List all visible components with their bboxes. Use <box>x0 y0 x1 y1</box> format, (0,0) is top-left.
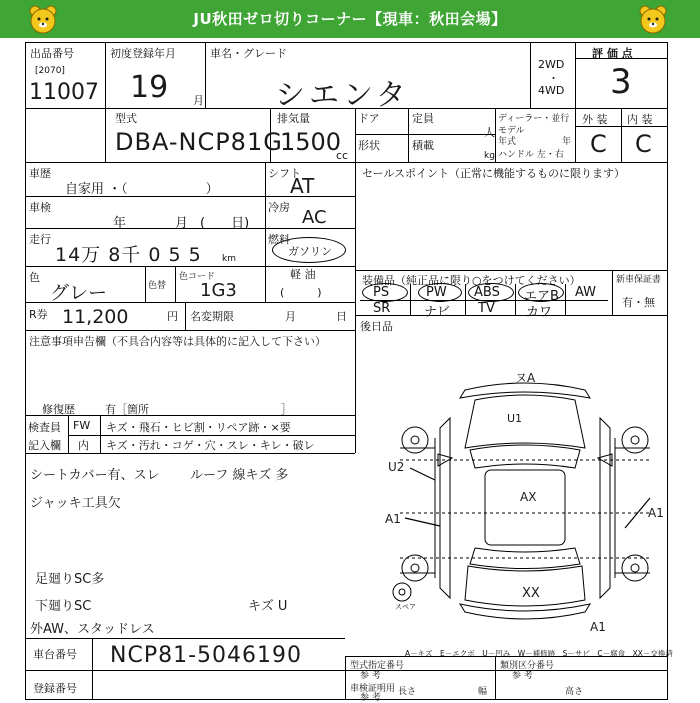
reg-label: 初度登録年月 <box>110 47 176 60</box>
warranty-label: 新車保証書 <box>616 275 662 285</box>
handle-label: ハンドル 左・右 <box>498 150 564 160</box>
damage-mark-rear: XX <box>522 586 540 601</box>
width-label: 幅 <box>478 687 488 697</box>
capacity-unit: 人 <box>484 126 495 139</box>
ac-value: AC <box>302 207 327 228</box>
model-year-unit: 年 <box>562 137 572 147</box>
color-value: グレー <box>50 282 108 304</box>
int-label: 内 装 <box>627 113 653 126</box>
remark-left-3: 足廻りSC多 <box>35 572 105 587</box>
color-code-label: 色コード <box>179 272 216 282</box>
remark-right-2: キズ U <box>248 599 288 614</box>
equipment-label: 装備品（純正品に限り○をつけてください） <box>362 274 581 287</box>
damage-mark-u2: U2 <box>388 460 405 474</box>
ac-label: 冷房 <box>268 201 290 214</box>
int-value: C <box>635 130 652 158</box>
drive-dot: ・ <box>548 72 559 85</box>
fuel-gas: ガソリン <box>288 245 332 258</box>
damage-mark-front: ヌA <box>515 371 536 385</box>
equip-pw: PW <box>426 285 447 300</box>
repair-label: 修復歴 <box>42 403 75 416</box>
recycle-label: R券 <box>29 308 48 321</box>
color-label: 色 <box>29 271 40 284</box>
recycle-value: 11,200 <box>62 306 129 328</box>
name-value: シエンタ <box>275 78 410 113</box>
drive-4wd: 4WD <box>538 84 565 97</box>
class-label: 類別区分番号 <box>500 661 555 671</box>
model-year-label: 年式 <box>498 137 517 147</box>
drive-2wd: 2WD <box>538 58 565 71</box>
history-label: 車歴 <box>29 167 51 180</box>
disp-unit: cc <box>336 149 349 162</box>
remark-left-1: シートカバー有、スレ <box>30 468 160 483</box>
banner-title: JU秋田ゼロ切りコーナー【現車：秋田会場】 <box>193 10 507 28</box>
load-unit: kg <box>484 151 495 161</box>
chassis-value: NCP81-5046190 <box>110 643 302 668</box>
model-label: モデル <box>498 126 525 136</box>
rear-label: 後日品 <box>360 320 393 333</box>
reg-month-label: 月 <box>193 94 204 107</box>
type-spec-label: 型式指定番号 <box>350 661 405 671</box>
shift-label: シフト <box>268 167 301 180</box>
remark-left-2: ジャッキ工具欠 <box>30 496 121 511</box>
shape-label: 形状 <box>358 139 380 152</box>
damage-mark-roof: AX <box>520 490 537 504</box>
damage-mark-rear-a1: A1 <box>590 620 606 634</box>
load-label: 積載 <box>412 139 434 152</box>
inspection-label: 車検 <box>29 201 51 214</box>
equip-tv: TV <box>478 301 495 316</box>
score-label: 評 価 点 <box>592 47 633 60</box>
in-label: 内 <box>78 439 89 452</box>
deadline-day: 日 <box>336 310 347 323</box>
equip-navi: ナビ <box>424 305 451 320</box>
inspection-year: 年 <box>113 216 127 231</box>
shift-value: AT <box>290 174 315 198</box>
sales-label: セールスポイント（正常に機能するものに限ります） <box>362 167 626 180</box>
cert-ref: 参 考 <box>360 693 381 703</box>
type-spec-ref: 参 考 <box>360 671 381 681</box>
fw-label: FW <box>73 419 91 432</box>
in-keys: キズ・汚れ・コゲ・穴・スレ・キレ・破レ <box>106 439 315 452</box>
fw-keys: キズ・飛石・ヒビ割・リペア跡・×要 <box>106 421 291 434</box>
equip-leather: カワ <box>526 305 553 320</box>
mileage-value: 14万 8千 0 5 5 <box>55 244 202 266</box>
remark-right-1: ルーフ 線キズ 多 <box>190 468 289 483</box>
class-ref: 参 考 <box>512 671 533 681</box>
deadline-month: 月 <box>285 310 296 323</box>
capacity-label: 定員 <box>412 112 434 125</box>
mileage-label: 走行 <box>29 233 51 246</box>
equip-airbag: エアB <box>524 289 559 304</box>
dealer-label: ディーラー・並行 <box>498 114 570 124</box>
score-value: 3 <box>610 62 632 102</box>
disp-value: 1500 <box>280 128 342 156</box>
length-label: 長さ <box>398 687 417 697</box>
inspector-label-1: 検査員 <box>28 421 61 434</box>
ext-value: C <box>590 130 607 158</box>
equip-ps: PS <box>373 285 390 300</box>
equip-abs: ABS <box>474 285 500 300</box>
name-label: 車名・グレード <box>210 47 287 60</box>
ext-label: 外 装 <box>582 113 608 126</box>
remark-left-4: 下廻りSC <box>35 599 92 614</box>
lot-label: 出品番号 <box>30 47 74 60</box>
fuel-other: ( ) <box>280 286 322 299</box>
damage-mark-a1-left: A1 <box>385 512 401 526</box>
damage-mark-u1: U1 <box>507 412 523 425</box>
color-swatch-label: 色替 <box>148 281 167 291</box>
color-code-value: 1G3 <box>200 280 237 301</box>
deadline-label: 名変期限 <box>190 310 234 323</box>
equip-sr: SR <box>373 301 391 316</box>
recycle-unit: 円 <box>167 310 178 323</box>
mileage-unit: km <box>222 254 236 264</box>
chassis-label: 車台番号 <box>33 648 77 661</box>
damage-legend: A－キズ E－エクボ U－凹み W－補修跡 S－サビ C－腐食 XX－交換済 <box>405 649 673 658</box>
fuel-diesel: 軽 油 <box>290 268 316 281</box>
spare-label: スペア <box>395 603 416 611</box>
repair-value: 有［箇所 ］ <box>105 403 292 416</box>
type-label: 型式 <box>115 112 137 125</box>
inspection-day: ( 日) <box>200 216 250 231</box>
cert-label: 車検証明用 <box>350 684 396 694</box>
door-label: ドア <box>358 112 380 125</box>
fuel-label: 燃料 <box>268 233 290 246</box>
notes-label: 注意事項申告欄（不具合内容等は具体的に記入して下さい） <box>29 335 326 348</box>
inspector-label-2: 記入欄 <box>28 439 61 452</box>
type-value: DBA-NCP81G <box>115 128 283 156</box>
damage-mark-a1-right: A1 <box>648 506 664 520</box>
lot-sub: [2070] <box>35 66 65 76</box>
reg-number-label: 登録番号 <box>33 682 77 695</box>
history-value: 自家用 ・（ ） <box>65 182 219 197</box>
inspection-month: 月 <box>175 216 189 231</box>
lot-number: 11007 <box>29 80 99 105</box>
remark-left-5: 外AW、スタッドレス <box>30 622 155 637</box>
equip-aw: AW <box>575 285 597 300</box>
disp-label: 排気量 <box>277 112 310 125</box>
warranty-value: 有・無 <box>622 296 655 309</box>
reg-year: 19 <box>130 70 169 105</box>
height-label: 高さ <box>565 687 584 697</box>
